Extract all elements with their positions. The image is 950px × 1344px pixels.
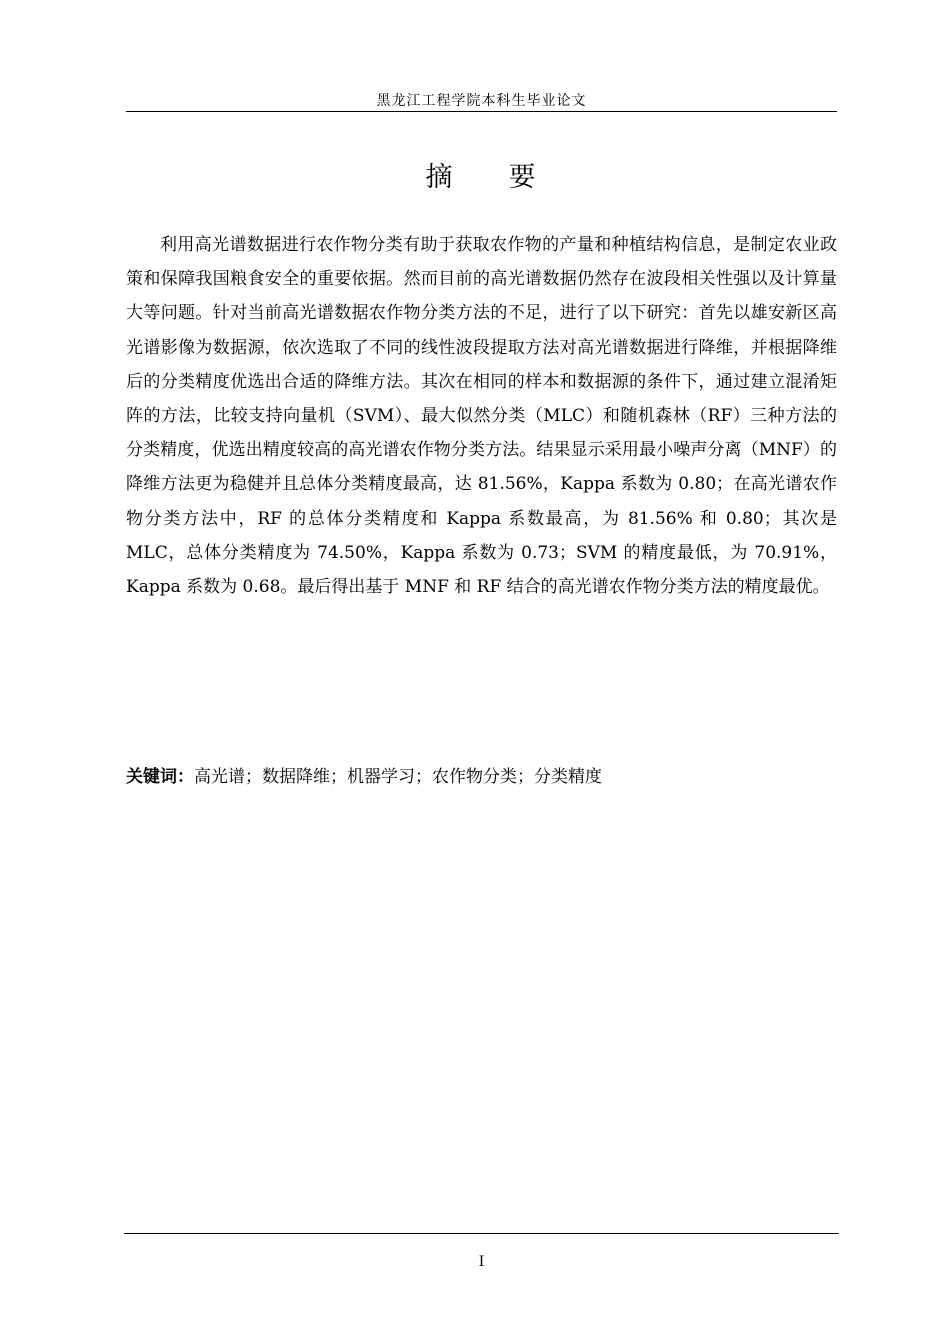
title-char-1: 摘 [425,162,455,193]
keywords-label: 关键词： [126,767,194,787]
keywords-line [126,763,837,791]
abstract-paragraph: 利用高光谱数据进行农作物分类有助于获取农作物的产量和种植结构信息，是制定农业政策和保障我国粮食安全的重要依据。然而目前的高光谱数据仍然存在波段相关性强以及计算量大等问题。针对当前高光谱数据农作物分类方法的不足，进行了以下研究：首先以雄安新区高光谱影像为数据源，依次选取了不同的线性波段提取方法对高光谱数据进行降维，并根据降维后的分类精度优选出合适的降维方法。其次在相同的样本和数据源的条件下，通过建立混淆矩阵的方法，比较支持向量机（SVM）、最大似然分类（MLC）和随机森林（RF）三种方法的分类精度，优选出精度较高的高光谱农作物分类方法。结果显示采用最小噪声分离（MNF）的降维方法更为稳健并且总体分类精度最高，达 81.56%，Kappa 系数为 0.80；在高光谱农作物分类方法中，RF 的总体分类精度和 Kappa 系数最高，为 81.56% 和 0.80；其次是 MLC，总体分类精度为 74.50%，Kappa 系数为 0.73；SVM 的精度最低，为 70.91%，Kappa 系数为 0.68。最后得出基于 MNF 和 RF 结合的高光谱农作物分类方法的精度最优。 [126,235,837,598]
page-number: I [478,1254,485,1270]
page-title [126,160,837,196]
footer-rule [124,1233,839,1234]
keywords-text: 高光谱；数据降维；机器学习；农作物分类；分类精度 [194,767,602,787]
running-header: 黑龙江工程学院本科生毕业论文 [376,93,587,109]
title-char-2: 要 [508,162,538,193]
header-rule [126,111,837,112]
